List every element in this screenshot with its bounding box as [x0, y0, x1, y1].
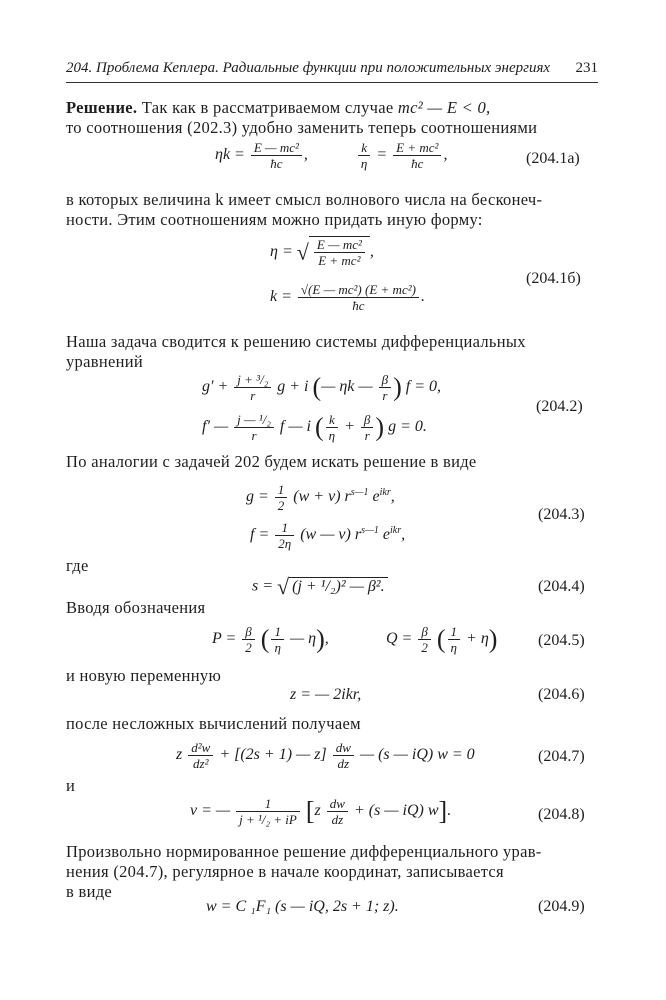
- equation-204-3-g: g = $\frac{1}{2}$ (w + v) $r^{s—1}$ $e^{ikr}$,: [246, 482, 395, 513]
- equation-204-2-row1: g′ + $\frac{\text{j + ³/₂}}{r}$ g + i (— ηk — $\frac{\beta}{r}$ ) f = 0,: [202, 372, 442, 403]
- equation-204-9: w = C ₁F₁ (s — iQ, 2s + 1; z).: [206, 898, 399, 915]
- and-label: и: [66, 776, 76, 795]
- equation-204-5-Q: Q = $\frac{\beta}{2}$ ( $\frac{1}{\eta}$ + η): [386, 624, 498, 655]
- equation-204-6: z = — 2ikr,: [290, 686, 362, 703]
- solution-paragraph: Решение. Так как в рассматриваемом случае mc² — E < 0, то соотношения (202.3) удобно заменить теперь соотношениями: [66, 98, 538, 137]
- equation-number-204-9: (204.9): [538, 898, 585, 915]
- equation-204-2-row2: f′ — $\frac{\text{j — ¹/₂}}{r}$ f — i ( $\frac{k}{\eta}$ + $\frac{\beta}{r}$ ) g = 0.: [202, 412, 427, 443]
- where-label: где: [66, 556, 89, 575]
- equation-204-1b-eta: η = √ $\frac{\text{E — mc²}}{\text{E + mc²}}$ ,: [270, 237, 374, 268]
- notation-label: Вводя обозначения: [66, 598, 206, 617]
- equation-number-204-8: (204.8): [538, 806, 585, 823]
- system-paragraph: Наша задача сводится к решению системы дифференциальных уравнений: [66, 332, 526, 371]
- wave-number-paragraph: в которых величина k имеет смысл волнового числа на бесконеч- ности. Этим соотношениям можно придать иную форму:: [66, 190, 543, 229]
- equation-number-204-2: (204.2): [536, 398, 583, 415]
- energy-condition: mc² — E < 0,: [397, 98, 491, 117]
- equation-number-204-4: (204.4): [538, 578, 585, 595]
- solution-form-paragraph: Произвольно нормированное решение дифференциального урав- нения (204.7), регулярное в начале координат, записывается в виде: [66, 842, 542, 901]
- ansatz-paragraph: По аналогии с задачей 202 будем искать решение в виде: [66, 452, 477, 471]
- page-number: 231: [575, 60, 598, 76]
- equation-204-3-f: f = $\frac{1}{2\eta}$ (w — v) $r^{s—1}$ $e^{ikr}$,: [250, 520, 406, 551]
- equation-number-204-5: (204.5): [538, 632, 585, 649]
- equation-number-204-7: (204.7): [538, 748, 585, 765]
- running-header: [66, 60, 598, 83]
- solution-label: Решение.: [66, 98, 138, 117]
- equation-number-204-3: (204.3): [538, 506, 585, 523]
- equation-number-204-1a: (204.1a): [526, 150, 580, 167]
- equation-number-204-1b: (204.1б): [526, 270, 581, 287]
- equation-number-204-6: (204.6): [538, 686, 585, 703]
- computation-label: после несложных вычислений получаем: [66, 714, 361, 733]
- equation-204-7: z $\frac{\text{d²w}}{\text{dz²}}$ + [(2s + 1) — z] $\frac{dw}{dz}$ — (s — iQ) w = 0: [176, 740, 475, 771]
- equation-204-4: s = √ (j + ¹/₂)² — β².: [252, 574, 388, 600]
- equation-204-8: v = — $\frac{1}{\text{j + ¹/₂ + iP}}$ [z $\frac{dw}{dz}$ + (s — iQ) w].: [190, 796, 452, 827]
- equation-204-5-P: P = $\frac{\beta}{2}$ ( $\frac{1}{\eta}$ — η),: [212, 624, 329, 655]
- new-variable-label: и новую переменную: [66, 666, 222, 685]
- equation-204-1b-k: k = $\frac{\text{√(E — mc²) (E + mc²)}}{ħc}$ .: [270, 282, 425, 313]
- equation-204-1a: ηk = $\frac{\text{E — mc²}}{ħc}$ , $\frac{k}{\eta}$ = $\frac{\text{E + mc²}}{ħc}$ ,: [215, 140, 448, 171]
- header-title: 204. Проблема Кеплера. Радиальные функции при положительных энергиях: [66, 60, 551, 76]
